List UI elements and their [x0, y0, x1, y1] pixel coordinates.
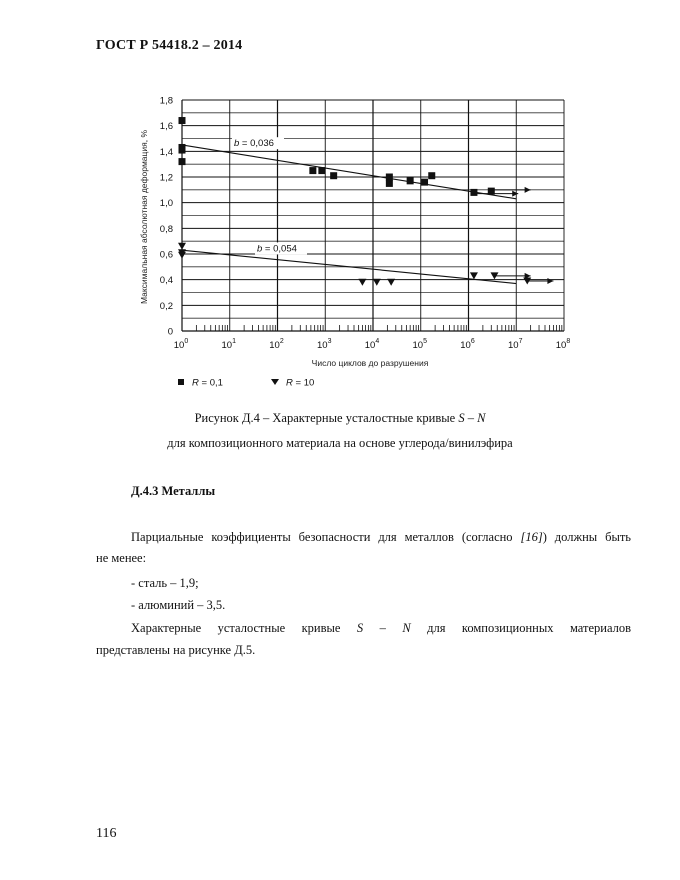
paragraph-1-line-1: [131, 530, 631, 545]
x-tick-label: $10^0$: [173, 338, 189, 351]
data-point-square: [470, 189, 477, 196]
legend-marker-square: [178, 379, 184, 385]
p2-s: S: [356, 621, 364, 635]
runout-arrow-head: [512, 191, 518, 197]
x-tick-label: $10^1$: [221, 338, 236, 351]
data-point-triangle: [358, 279, 366, 286]
data-point-square: [330, 172, 337, 179]
data-point-square: [179, 158, 186, 165]
y-tick-label: 1,4: [159, 146, 173, 158]
y-tick-label: 0: [167, 326, 173, 338]
chart-xlabel: Число циклов до разрушения: [311, 358, 429, 368]
x-tick-label: $10^8$: [555, 338, 571, 351]
data-point-square: [309, 167, 316, 174]
x-tick-label: $10^6$: [460, 338, 475, 351]
runout-arrow-head: [547, 278, 553, 284]
chart-tick-labels: [160, 96, 571, 352]
fit-line: [182, 145, 516, 199]
chart-ylabel: Максимальная абсолютная деформация, %: [139, 129, 149, 305]
p2-text-a: Характерные усталостные кривые: [131, 621, 357, 635]
x-tick-label: $10^4$: [364, 338, 380, 351]
paragraph-2-line-1: [131, 621, 631, 636]
y-tick-label: 0,4: [159, 275, 173, 287]
data-point-triangle: [178, 252, 186, 259]
figure-caption: [0, 411, 680, 426]
data-point-triangle: [470, 272, 478, 279]
p2-text-b: для композиционных материалов: [410, 621, 632, 635]
caption-s: S: [458, 411, 465, 425]
list-item-steel: - сталь – 1,9;: [131, 576, 199, 590]
y-tick-label: 1,0: [159, 198, 173, 210]
data-point-square: [421, 179, 428, 186]
p1-text-b: ) должны быть: [542, 530, 631, 544]
y-tick-label: 1,2: [159, 172, 173, 184]
data-point-square: [407, 177, 414, 184]
data-point-square: [386, 180, 393, 187]
legend-marker-triangle: [271, 379, 279, 385]
x-tick-label: $10^7$: [508, 338, 523, 351]
y-tick-label: 0,8: [159, 223, 173, 235]
p1-text-a: Парциальные коэффициенты безопасности для металлов (согласно: [131, 530, 521, 544]
caption-prefix: Рисунок Д.4 – Характерные усталостные кривые: [194, 411, 456, 425]
paragraph-1-line-2: не менее:: [96, 551, 147, 565]
chart-grid: [182, 100, 564, 331]
legend-label: R = 10: [286, 377, 315, 389]
legend-label: R = 0,1: [192, 377, 223, 389]
chart-legend: [178, 378, 314, 389]
x-tick-label: $10^5$: [412, 338, 427, 351]
reference-link: [16]: [520, 530, 543, 544]
chart-fit-lines: [182, 137, 516, 283]
section-title: Д.4.3 Металлы: [131, 484, 216, 498]
data-point-triangle: [373, 279, 381, 286]
data-point-square: [386, 174, 393, 181]
document-header: ГОСТ Р 54418.2 – 2014: [96, 38, 243, 53]
runout-arrow-head: [525, 187, 531, 193]
data-point-triangle: [178, 243, 186, 250]
data-point-square: [179, 147, 186, 154]
y-tick-label: 1,8: [159, 95, 173, 107]
y-tick-label: 0,6: [159, 249, 173, 261]
fatigue-chart: [0, 0, 680, 400]
x-tick-label: $10^2$: [269, 338, 284, 351]
x-tick-label: $10^3$: [317, 338, 332, 351]
caption-n: N: [477, 411, 486, 425]
fit-label: b = 0,036: [234, 138, 274, 150]
p2-n: N: [402, 621, 411, 635]
page-number: 116: [96, 826, 117, 841]
fit-label: b = 0,054: [257, 243, 297, 255]
data-point-square: [318, 167, 325, 174]
figure-caption-line2: для композиционного материала на основе углерода/винилэфира: [167, 436, 513, 450]
list-item-aluminium: - алюминий – 3,5.: [131, 598, 226, 612]
caption-dash: –: [464, 411, 478, 425]
data-point-square: [428, 172, 435, 179]
p2-dash: –: [363, 621, 403, 635]
paragraph-2-line-2: представлены на рисунке Д.5.: [96, 643, 256, 657]
y-tick-label: 1,6: [159, 121, 173, 133]
y-tick-label: 0,2: [159, 300, 173, 312]
data-point-square: [179, 117, 186, 124]
data-point-triangle: [387, 279, 395, 286]
